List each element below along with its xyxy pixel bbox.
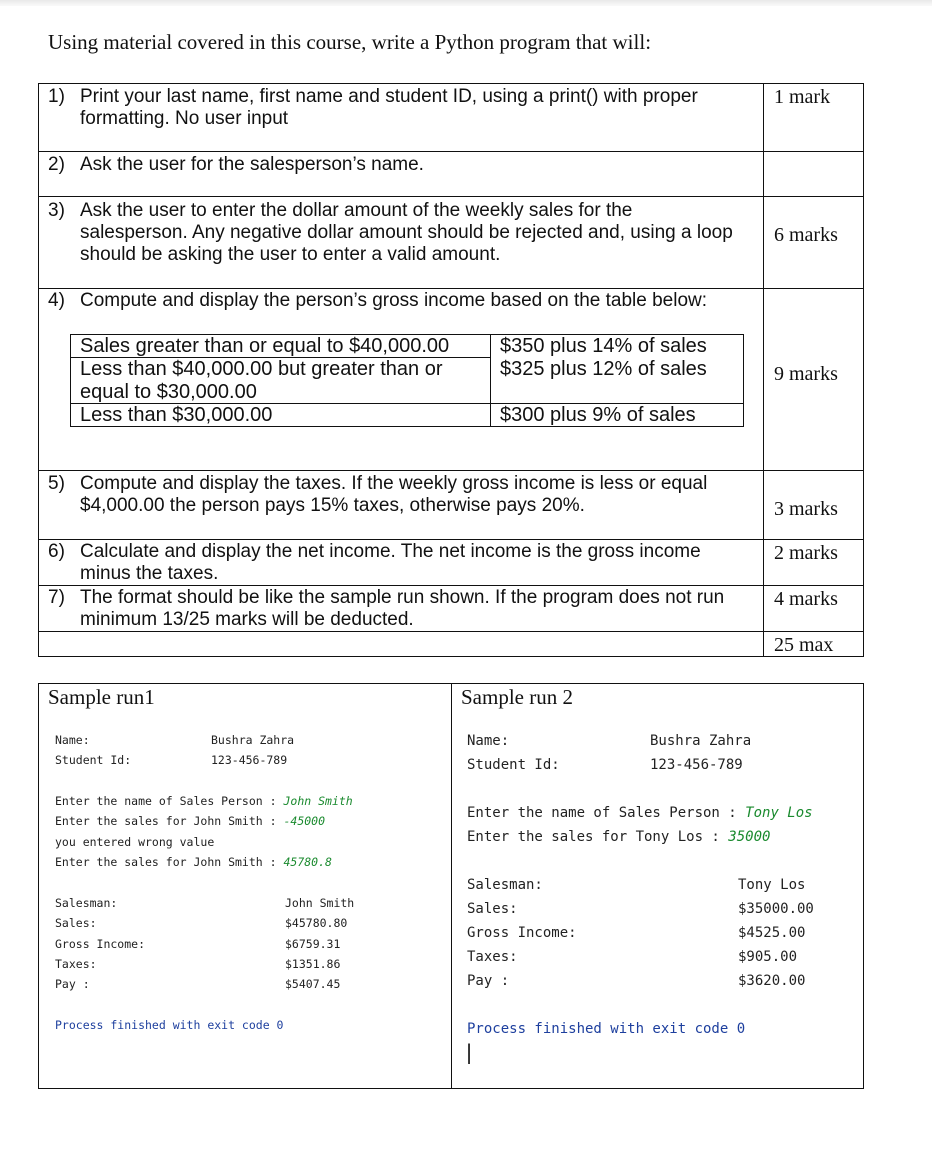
student-id-label: Student Id: xyxy=(55,753,132,767)
student-id-label: Student Id: xyxy=(467,757,560,773)
task-marks: 2 marks xyxy=(774,542,838,564)
user-input: 35000 xyxy=(728,829,771,845)
task-number: 7) xyxy=(48,587,65,608)
income-rule: $325 plus 12% of sales xyxy=(500,358,707,380)
task-text: $4,000.00 the person pays 15% taxes, otherwise pays 20%. xyxy=(80,495,585,516)
task-text: minimum 13/25 marks will be deducted. xyxy=(80,609,414,630)
result-label: Sales: xyxy=(55,916,97,930)
task-text: Print your last name, first name and student ID, using a print() with proper xyxy=(80,86,698,107)
result-value: $1351.86 xyxy=(285,957,341,971)
income-condition: equal to $30,000.00 xyxy=(80,381,257,403)
task-text: Compute and display the person’s gross income based on the table below: xyxy=(80,290,708,311)
result-value: $35000.00 xyxy=(738,901,814,917)
name-value: Bushra Zahra xyxy=(211,733,295,747)
income-condition: Sales greater than or equal to $40,000.00 xyxy=(80,335,450,357)
student-id-value: 123-456-789 xyxy=(650,757,743,773)
task-text: Compute and display the taxes. If the weekly gross income is less or equal xyxy=(80,473,708,494)
result-value: $45780.80 xyxy=(285,916,348,930)
task-text: should be asking the user to enter a valid amount. xyxy=(80,244,501,265)
console-line: Enter the sales for John Smith : -45000 xyxy=(55,814,326,828)
console-line: Enter the name of Sales Person : John Smith xyxy=(55,794,353,808)
result-value: $6759.31 xyxy=(285,937,341,951)
assignment-intro: Using material covered in this course, write a Python program that will: xyxy=(48,30,652,54)
task-text: minus the taxes. xyxy=(80,563,219,584)
result-value: $3620.00 xyxy=(738,973,806,989)
task-number: 2) xyxy=(48,154,65,175)
result-label: Taxes: xyxy=(55,957,97,971)
console-line: you entered wrong value xyxy=(55,835,215,849)
result-label: Gross Income: xyxy=(55,937,146,951)
task-number: 1) xyxy=(48,86,65,107)
task-marks: 3 marks xyxy=(774,498,838,520)
result-label: Pay : xyxy=(55,977,90,991)
result-value: $4525.00 xyxy=(738,925,806,941)
text-cursor: | xyxy=(463,1040,476,1064)
result-value: John Smith xyxy=(285,896,355,910)
result-label: Sales: xyxy=(467,901,518,917)
total-marks: 25 max xyxy=(774,634,834,656)
user-input: Tony Los xyxy=(745,805,813,821)
task-marks: 9 marks xyxy=(774,363,838,385)
task-number: 5) xyxy=(48,473,65,494)
console-line: Enter the sales for John Smith : 45780.8 xyxy=(55,855,332,869)
result-label: Taxes: xyxy=(467,949,518,965)
income-condition: Less than $40,000.00 but greater than or xyxy=(80,358,443,380)
name-value: Bushra Zahra xyxy=(650,733,752,749)
console-line: Enter the sales for Tony Los : 35000 xyxy=(467,829,771,845)
result-label: Pay : xyxy=(467,973,510,989)
result-value: $5407.45 xyxy=(285,977,341,991)
result-label: Gross Income: xyxy=(467,925,577,941)
task-text: Calculate and display the net income. The net income is the gross income xyxy=(80,541,701,562)
task-marks: 4 marks xyxy=(774,588,838,610)
task-marks: 6 marks xyxy=(774,224,838,246)
task-text: The format should be like the sample run shown. If the program does not run xyxy=(80,587,725,608)
console-line: Enter the name of Sales Person : Tony Los xyxy=(467,805,813,821)
income-rule: $300 plus 9% of sales xyxy=(500,404,696,426)
process-finished: Process finished with exit code 0 xyxy=(55,1018,284,1032)
sample-run-title: Sample run1 xyxy=(48,685,155,709)
result-label: Salesman: xyxy=(55,896,118,910)
top-edge xyxy=(0,0,932,6)
name-label: Name: xyxy=(55,733,90,747)
sample-run-title: Sample run 2 xyxy=(461,685,573,709)
task-text: Ask the user to enter the dollar amount of the weekly sales for the xyxy=(80,200,633,221)
income-condition: Less than $30,000.00 xyxy=(80,404,273,426)
user-input: John Smith xyxy=(283,794,353,808)
task-number: 3) xyxy=(48,200,65,221)
task-text: Ask the user for the salesperson’s name. xyxy=(80,154,424,175)
student-id-value: 123-456-789 xyxy=(211,753,288,767)
result-value: $905.00 xyxy=(738,949,798,965)
task-number: 6) xyxy=(48,541,65,562)
task-number: 4) xyxy=(48,290,65,311)
task-text: formatting. No user input xyxy=(80,108,289,129)
task-text: salesperson. Any negative dollar amount should be rejected and, using a loop xyxy=(80,222,733,243)
task-marks: 1 mark xyxy=(774,86,831,108)
result-label: Salesman: xyxy=(467,877,543,893)
income-rule: $350 plus 14% of sales xyxy=(500,335,707,357)
user-input: 45780.8 xyxy=(283,855,332,869)
result-value: Tony Los xyxy=(738,877,806,893)
process-finished: Process finished with exit code 0 xyxy=(467,1021,746,1037)
name-label: Name: xyxy=(467,733,510,749)
user-input: -45000 xyxy=(283,814,326,828)
